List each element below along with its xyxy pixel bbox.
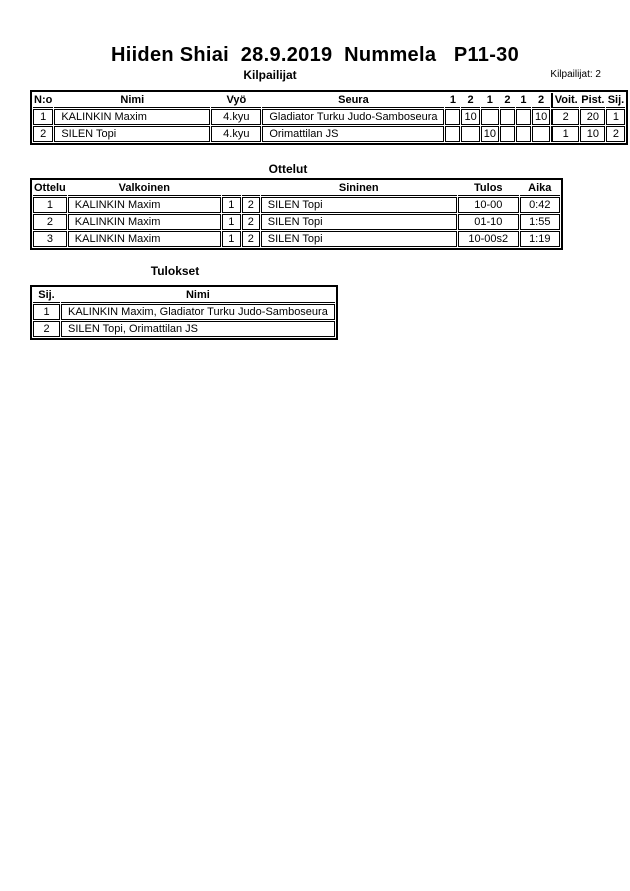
- col-header-valkoinen: Valkoinen: [68, 181, 221, 196]
- match-row: [33, 231, 560, 247]
- col-header-score5: 1: [516, 93, 531, 108]
- competitor-club: Gladiator Turku Judo-Samboseura: [262, 109, 444, 125]
- points-cell: 10: [580, 126, 605, 142]
- competitors-section-heading: Kilpailijat: [243, 68, 297, 82]
- blue-player: SILEN Topi: [261, 231, 457, 247]
- result-row: [33, 321, 335, 337]
- col-header-sininen: Sininen: [261, 181, 457, 196]
- results-table: [30, 285, 338, 340]
- score-cell: 10: [532, 109, 550, 125]
- col-header-seura: Seura: [262, 93, 444, 108]
- col-header-vyo: Vyö: [211, 93, 261, 108]
- blue-player: SILEN Topi: [261, 197, 457, 213]
- score-cell: [481, 109, 499, 125]
- result-name: KALINKIN Maxim, Gladiator Turku Judo-Samboseura: [61, 304, 335, 320]
- page-title: Hiiden Shiai 28.9.2019 Nummela P11-30: [110, 44, 520, 66]
- white-player-number: 1: [222, 197, 241, 213]
- blue-player-number: 2: [242, 197, 260, 213]
- col-header-sij: Sij.: [33, 288, 60, 303]
- competitor-row: [33, 126, 625, 142]
- competitors-table: [30, 90, 628, 145]
- col-header-aika: Aika: [520, 181, 560, 196]
- score-cell: [532, 126, 550, 142]
- col-header-blue-num: [242, 181, 260, 196]
- blue-player: SILEN Topi: [261, 214, 457, 230]
- col-header-no: N:o: [34, 94, 53, 106]
- white-player: KALINKIN Maxim: [68, 231, 221, 247]
- competitor-number: 2: [33, 126, 53, 142]
- competitor-belt: 4.kyu: [211, 126, 261, 142]
- result-placement: 2: [33, 321, 60, 337]
- results-header-row: [33, 288, 335, 303]
- result-placement: 1: [33, 304, 60, 320]
- competitor-name: SILEN Topi: [54, 126, 210, 142]
- white-player-number: 1: [222, 231, 241, 247]
- competitor-number: 1: [33, 109, 53, 125]
- col-header-nimi: Nimi: [61, 288, 335, 303]
- wins-cell: 1: [551, 126, 579, 142]
- col-header-tulos: Tulos: [458, 181, 519, 196]
- result-row: [33, 304, 335, 320]
- col-header-score3: 1: [481, 93, 499, 108]
- competitor-club: Orimattilan JS: [262, 126, 444, 142]
- col-header-voit: Voit.: [551, 93, 579, 108]
- blue-player-number: 2: [242, 214, 260, 230]
- score-cell: 10: [461, 109, 479, 125]
- placement-cell: 1: [606, 109, 625, 125]
- score-cell: [445, 109, 460, 125]
- competitors-count-label: Kilpailijat: 2: [550, 69, 601, 80]
- score-cell: [516, 126, 531, 142]
- result-name: SILEN Topi, Orimattilan JS: [61, 321, 335, 337]
- competitor-belt: 4.kyu: [211, 109, 261, 125]
- col-header-score6: 2: [532, 93, 550, 108]
- score-cell: [445, 126, 460, 142]
- results-section-heading: Tulokset: [150, 264, 200, 278]
- col-header-nimi: Nimi: [54, 93, 210, 108]
- match-time: 1:55: [520, 214, 560, 230]
- col-header-score1: 1: [445, 93, 460, 108]
- col-header-pist: Pist.: [581, 94, 605, 106]
- matches-section-heading: Ottelut: [268, 162, 308, 176]
- score-cell: [500, 126, 515, 142]
- matches-header-row: [33, 181, 560, 196]
- match-result: 01-10: [458, 214, 519, 230]
- col-header-sij: Sij.: [607, 94, 625, 106]
- match-time: 1:19: [520, 231, 560, 247]
- points-cell: 20: [580, 109, 605, 125]
- score-cell: [500, 109, 515, 125]
- competitor-name: KALINKIN Maxim: [54, 109, 210, 125]
- match-number: 1: [33, 197, 67, 213]
- competitor-row: [33, 109, 625, 125]
- white-player: KALINKIN Maxim: [68, 214, 221, 230]
- white-player-number: 1: [222, 214, 241, 230]
- match-row: [33, 197, 560, 213]
- wins-cell: 2: [551, 109, 579, 125]
- col-header-score2: 2: [461, 93, 479, 108]
- match-result: 10-00s2: [458, 231, 519, 247]
- score-cell: [516, 109, 531, 125]
- blue-player-number: 2: [242, 231, 260, 247]
- col-header-ottelu: Ottelu: [34, 182, 66, 194]
- placement-cell: 2: [606, 126, 625, 142]
- match-time: 0:42: [520, 197, 560, 213]
- matches-table: [30, 178, 563, 250]
- score-cell: 10: [481, 126, 499, 142]
- match-row: [33, 214, 560, 230]
- col-header-score4: 2: [500, 93, 515, 108]
- match-number: 2: [33, 214, 67, 230]
- col-header-white-num: [222, 181, 241, 196]
- match-number: 3: [33, 231, 67, 247]
- score-cell: [461, 126, 479, 142]
- competitors-header-row: [33, 93, 625, 108]
- white-player: KALINKIN Maxim: [68, 197, 221, 213]
- match-result: 10-00: [458, 197, 519, 213]
